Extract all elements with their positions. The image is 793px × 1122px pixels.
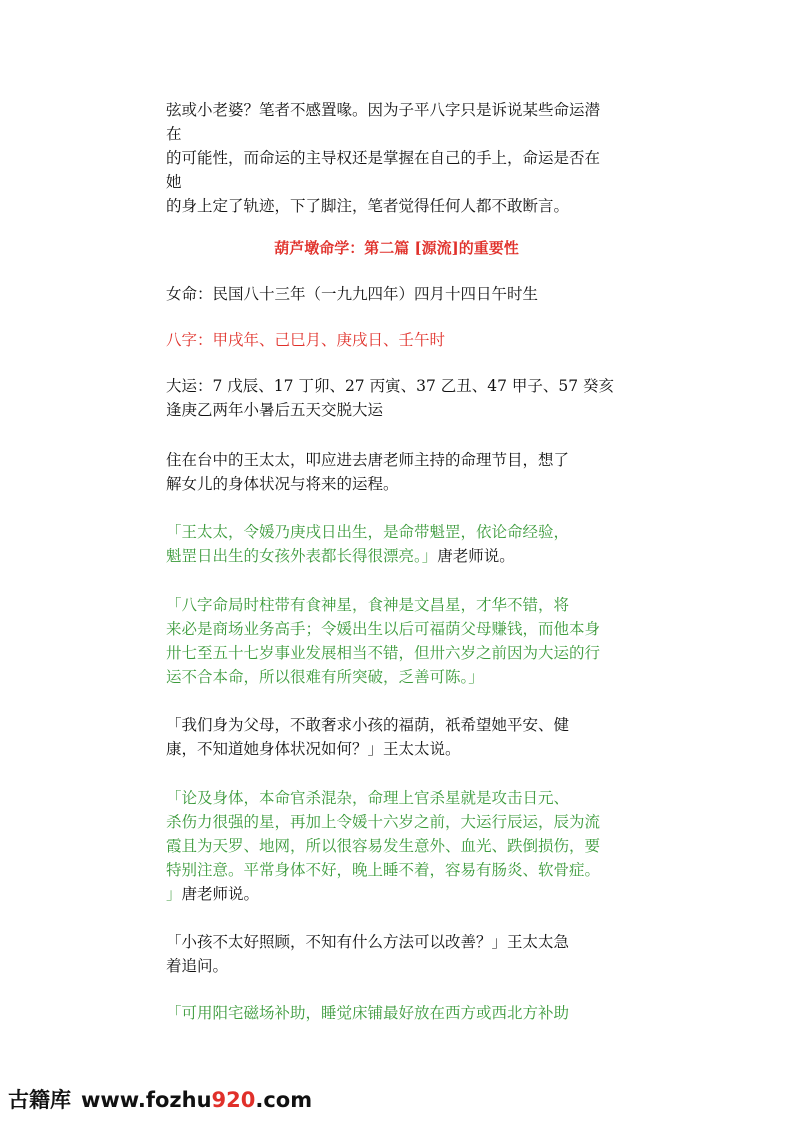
quote-line: 「小孩不太好照顾，不知有什么方法可以改善？」王太太急 <box>166 933 570 951</box>
quote-line: 「我们身为父母，不敢奢求小孩的福荫，祇希望她平安、健 <box>166 716 570 734</box>
quote-line: 着追问。 <box>166 957 229 975</box>
quote-line: 来必是商场业务高手；令媛出生以后可福荫父母赚钱，而他本身 <box>166 620 601 638</box>
text-line: 弦或小老婆？笔者不感置喙。因为子平八字只是诉说某些命运潜 <box>166 101 601 119</box>
bazi-line: 八字：甲戌年、己巳月、庚戌日、壬午时 <box>166 331 446 349</box>
site-brand: 古籍库 <box>8 1088 71 1112</box>
quote-line: 「王太太，令媛乃庚戌日出生，是命带魁罡，依论命经验， <box>166 523 570 541</box>
dayun-line: 逢庚乙两年小暑后五天交脱大运 <box>166 401 384 419</box>
quote-line <box>166 544 515 568</box>
birth-line: 女命：民国八十三年（一九九四年）四月十四日午时生 <box>166 285 539 303</box>
speaker-tag: 唐老师说。 <box>181 885 260 903</box>
quote-line: 霞且为天罗、地网，所以很容易发生意外、血光、跌倒损伤，要 <box>166 837 601 855</box>
quote-line: 康，不知道她身体状况如何？」王太太说。 <box>166 740 461 758</box>
site-url-suffix: .com <box>255 1088 313 1112</box>
quote-line: 运不合本命，所以很难有所突破，乏善可陈。」 <box>166 668 484 686</box>
text-line: 的身上定了轨迹，下了脚注，笔者觉得任何人都不敢断言。 <box>166 197 570 215</box>
quote-text: 」 <box>166 885 182 903</box>
section-heading: 葫芦墩命学：第二篇 [源流]的重要性 <box>274 239 519 257</box>
intro-line: 住在台中的王太太，叩应进去唐老师主持的命理节目，想了 <box>166 451 570 469</box>
quote-line: 「八字命局时柱带有食神星，食神是文昌星，才华不错，将 <box>166 596 570 614</box>
intro-line: 解女儿的身体状况与将来的运程。 <box>166 475 399 493</box>
text-line: 的可能性，而命运的主导权还是掌握在自己的手上，命运是否在 <box>166 149 601 167</box>
quote-line <box>166 882 259 906</box>
speaker-tag: 唐老师说。 <box>437 547 515 565</box>
site-url-prefix: www.fozhu <box>81 1088 212 1112</box>
text-line: 在 <box>166 125 182 143</box>
quote-line: 「论及身体，本命官杀混杂，命理上官杀星就是攻击日元、 <box>166 789 570 807</box>
quote-line: 特别注意。平常身体不好，晚上睡不着，容易有肠炎、软骨症。 <box>166 861 601 879</box>
site-watermark <box>8 1086 312 1114</box>
quote-line: 「可用阳宅磁场补助，睡觉床铺最好放在西方或西北方补助 <box>166 1004 570 1022</box>
text-line: 她 <box>166 173 182 191</box>
site-url-accent: 920 <box>211 1088 256 1112</box>
quote-text: 魁罡日出生的女孩外表都长得很漂亮。」 <box>166 547 438 565</box>
quote-line: 杀伤力很强的星，再加上令媛十六岁之前，大运行辰运，辰为流 <box>166 813 601 831</box>
dayun-line: 大运：7 戊辰、17 丁卯、27 丙寅、37 乙丑、47 甲子、57 癸亥 <box>166 377 615 395</box>
quote-line: 卅七至五十七岁事业发展相当不错，但卅六岁之前因为大运的行 <box>166 644 601 662</box>
